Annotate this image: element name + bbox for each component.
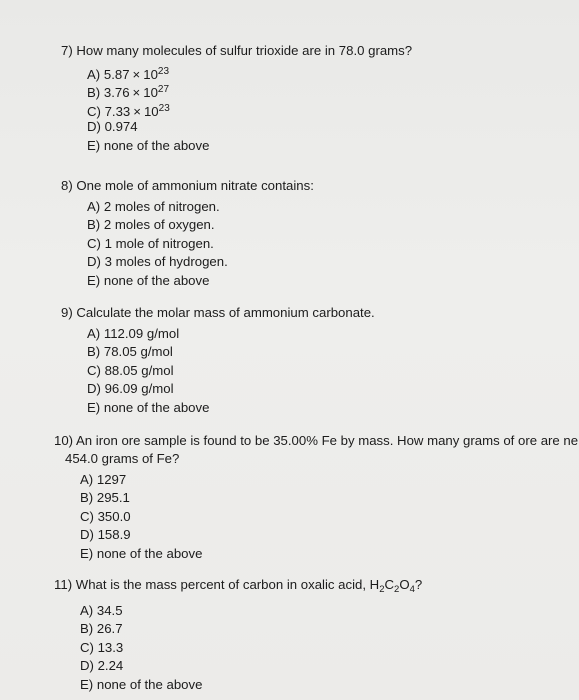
option-a: A) 34.5 [80,603,123,618]
option-c: C) 350.0 [80,508,131,524]
option-b: B) 26.7 [80,621,123,637]
question-11-title: 11) What is the mass percent of carbon in oxalic acid, $H_2C_2O_4$? [54,577,423,595]
option-e: E) none of the above [80,545,203,561]
option-c: C) $7.33 \times 10^{23}$ [87,102,170,119]
option-b: B) 295.1 [80,490,130,506]
option-d: D) 2.24 [80,658,124,674]
option-a: A) $5.87 \times 10^{23}$ [87,66,170,82]
option-c: C) 88.05 g/mol [87,362,174,378]
option-d: D) 3 moles of hydrogen. [87,254,228,270]
question-7 [61,42,412,155]
question-7-title: 7) How many molecules of sulfur trioxide are in 78.0 grams? [61,43,413,58]
option-e: E) none of the above [87,272,210,288]
question-11 [54,576,422,694]
question-8 [61,177,314,290]
option-b: B) 78.05 g/mol [87,344,173,360]
option-d: D) 96.09 g/mol [87,381,174,397]
oxalic-acid-formula: $H_2C_2O_4$? [369,577,423,595]
option-b: B) $3.76 \times 10^{27}$ [87,84,170,101]
option-e: E) none of the above [87,137,210,153]
option-b: B) 2 moles of oxygen. [87,217,215,233]
option-c: C) 13.3 [80,639,124,655]
option-d: D) 158.9 [80,527,131,543]
option-d: D) 0.974 [87,119,138,135]
option-a: A) 2 moles of nitrogen. [87,199,220,214]
question-10-title: 10) An iron ore sample is found to be 35.00% Fe by mass. How many grams of ore are ne [54,433,579,448]
question-10-continuation: 454.0 grams of Fe? [65,451,180,466]
option-e: E) none of the above [80,676,203,692]
question-8-title: 8) One mole of ammonium nitrate contains: [61,178,314,193]
option-a: A) 1297 [80,472,127,487]
question-10 [54,432,579,563]
option-e: E) none of the above [87,399,210,415]
option-a: A) 112.09 g/mol [87,326,180,341]
question-9-title: 9) Calculate the molar mass of ammonium carbonate. [61,305,375,320]
option-c: C) 1 mole of nitrogen. [87,235,214,251]
question-9 [61,304,375,417]
